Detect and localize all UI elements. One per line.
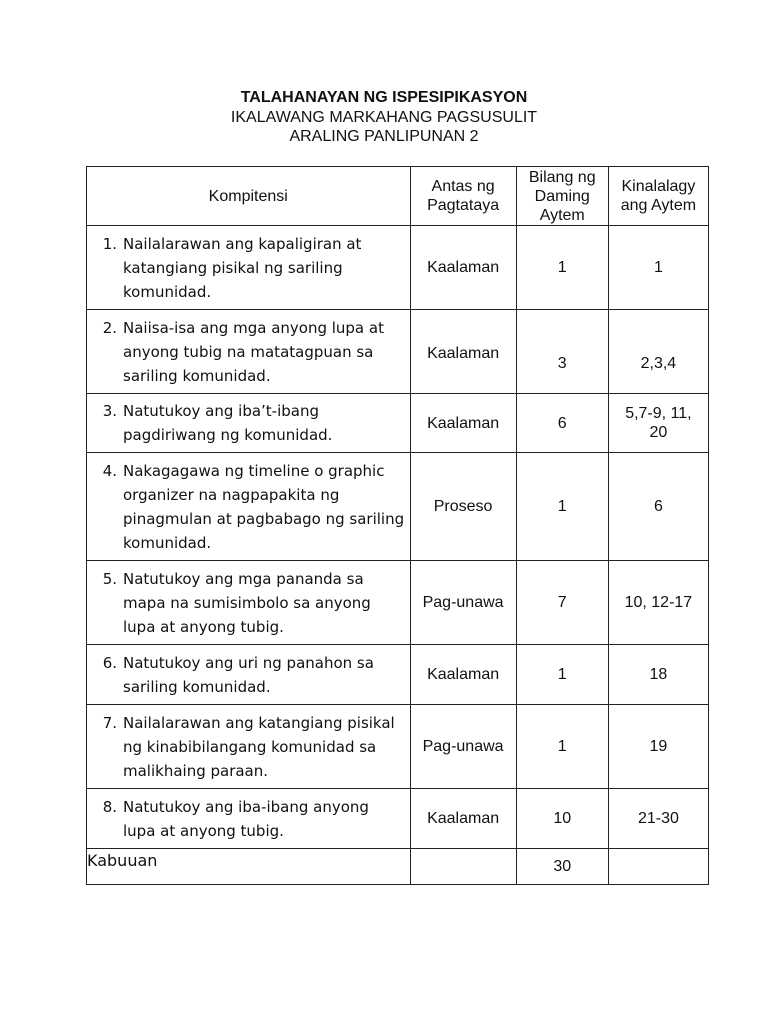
table-row [87, 789, 709, 849]
table-row [87, 226, 709, 310]
header-antas: Antas ng Pagtataya [410, 167, 516, 226]
specification-table [86, 166, 709, 885]
row-kinalalagyan: 6 [608, 453, 708, 561]
row-kompitensi: Natutukoy ang iba-ibang anyong lupa at anyong tubig. [123, 797, 369, 840]
total-bilang: 30 [516, 849, 608, 885]
total-row [87, 849, 709, 885]
row-kompitensi: Natutukoy ang uri ng panahon sa sariling komunidad. [123, 653, 374, 696]
row-number: 8. [102, 797, 117, 816]
row-number: 5. [102, 569, 117, 588]
table-row [87, 645, 709, 705]
total-antas-empty [410, 849, 516, 885]
row-antas: Kaalaman [410, 645, 516, 705]
row-kinalalagyan: 5,7-9, 11, 20 [608, 394, 708, 453]
row-kompitensi: Natutukoy ang iba’t-ibang pagdiriwang ng komunidad. [123, 402, 333, 444]
row-bilang: 3 [516, 310, 608, 394]
row-bilang: 10 [516, 789, 608, 849]
table-row [87, 705, 709, 789]
row-bilang: 1 [516, 226, 608, 310]
row-kinalalagyan: 18 [608, 645, 708, 705]
row-kinalalagyan: 19 [608, 705, 708, 789]
row-antas: Kaalaman [410, 226, 516, 310]
row-number: 3. [102, 402, 117, 420]
row-kinalalagyan: 21-30 [608, 789, 708, 849]
row-bilang: 1 [516, 705, 608, 789]
row-number: 2. [102, 318, 117, 337]
total-label: Kabuuan [87, 849, 411, 885]
row-antas: Pag-unawa [410, 561, 516, 645]
header-bilang: Bilang ng Daming Aytem [516, 167, 608, 226]
row-kinalalagyan: 1 [608, 226, 708, 310]
row-kompitensi: Nailalarawan ang katangiang pisikal ng kinabibilangang komunidad sa malikhaing paraan. [123, 713, 395, 780]
row-bilang: 1 [516, 453, 608, 561]
row-antas: Kaalaman [410, 310, 516, 394]
row-antas: Kaalaman [410, 789, 516, 849]
row-number: 1. [102, 234, 117, 253]
table-row [87, 453, 709, 561]
table-row [87, 310, 709, 394]
row-kinalalagyan: 10, 12-17 [608, 561, 708, 645]
row-kompitensi: Nakagagawa ng timeline o graphic organizer na nagpapakita ng pinagmulan at pagbabago ng sariling komunidad. [123, 461, 405, 552]
table-header-row [87, 167, 709, 226]
row-kinalalagyan: 2,3,4 [608, 310, 708, 394]
row-number: 6. [102, 653, 117, 672]
row-bilang: 1 [516, 645, 608, 705]
row-number: 4. [102, 461, 117, 480]
row-antas: Proseso [410, 453, 516, 561]
table-row [87, 394, 709, 453]
row-kompitensi: Naiisa-isa ang mga anyong lupa at anyong tubig na matatagpuan sa sariling komunidad. [123, 318, 384, 385]
total-kinalalagyan-empty [608, 849, 708, 885]
row-kompitensi: Nailalarawan ang kapaligiran at katangiang pisikal ng sariling komunidad. [123, 234, 362, 301]
row-bilang: 7 [516, 561, 608, 645]
header-kompitensi: Kompitensi [87, 167, 411, 226]
document-subtitle-subject: ARALING PANLIPUNAN 2 [289, 128, 479, 145]
document-title: TALAHANAYAN NG ISPESIPIKASYON [240, 89, 528, 106]
document-subtitle-exam: IKALAWANG MARKAHANG PAGSUSULIT [230, 109, 538, 126]
header-kinalalagyan: Kinalalagy ang Aytem [608, 167, 708, 226]
row-number: 7. [102, 713, 117, 732]
row-antas: Pag-unawa [410, 705, 516, 789]
table-row [87, 561, 709, 645]
row-kompitensi: Natutukoy ang mga pananda sa mapa na sumisimbolo sa anyong lupa at anyong tubig. [123, 569, 371, 636]
row-antas: Kaalaman [410, 394, 516, 453]
row-bilang: 6 [516, 394, 608, 453]
